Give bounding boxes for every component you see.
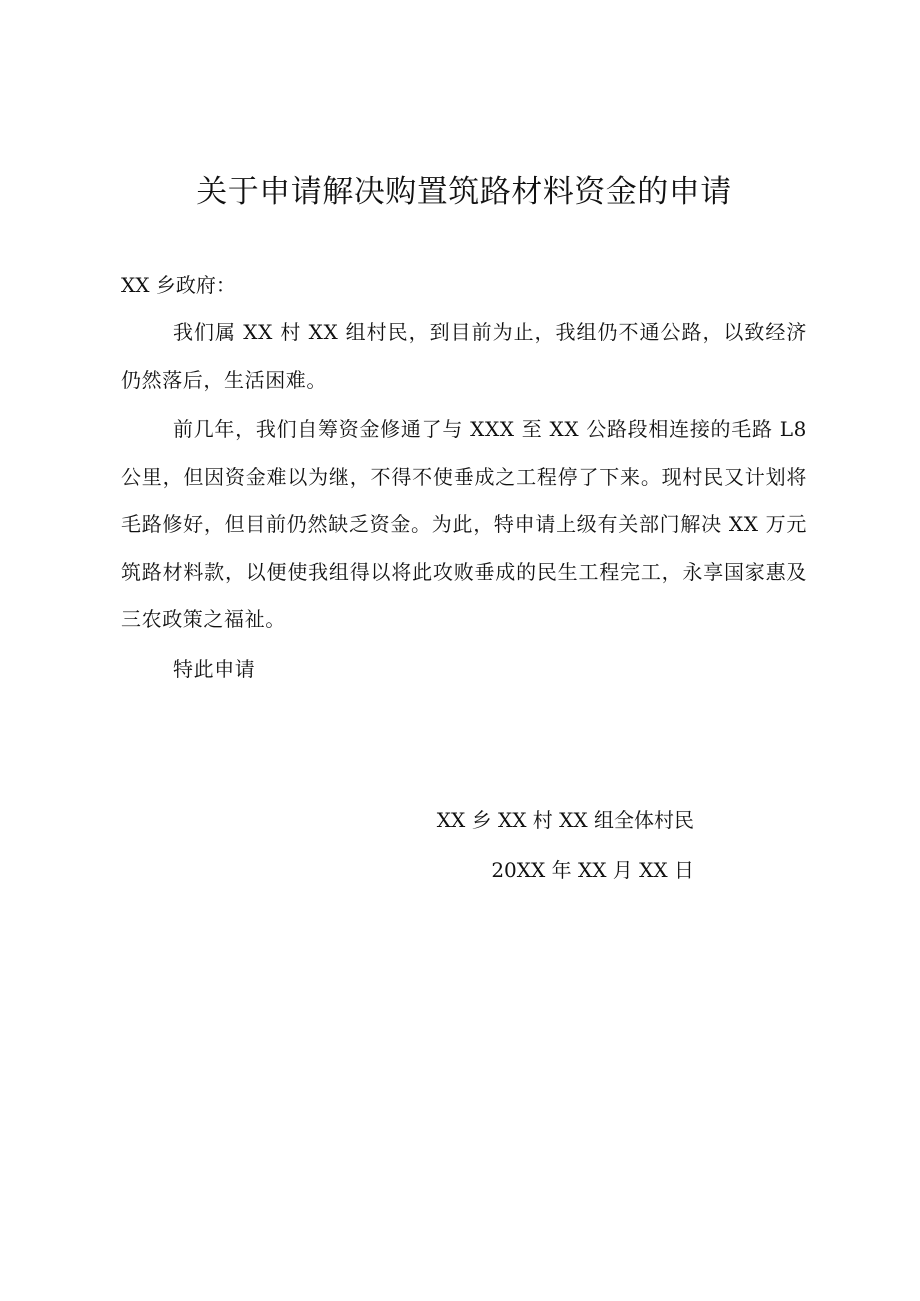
- signature-date: 20XX 年 XX 月 XX 日: [491, 858, 694, 882]
- closing-phrase: 特此申请: [173, 657, 256, 681]
- document-title: 关于申请解决购置筑路材料资金的申请: [196, 174, 732, 210]
- salutation: XX 乡政府：: [121, 273, 236, 297]
- signature-organization: XX 乡 XX 村 XX 组全体村民: [436, 808, 694, 832]
- body-paragraph-2: 前几年，我们自筹资金修通了与 XXX 至 XX 公路段相连接的毛路 L8 公里，但因资金难以为继，不得不使垂成之工程停了下来。现村民又计划将毛路修好，但目前仍然缺乏资金。为此，特申请上级有关部门解决 XX 万元筑路材料款，以便使我组得以将此攻败垂成的民生工程完工，永享国家惠及三农政策之福祉。: [121, 417, 807, 631]
- body-paragraph-1: 我们属 XX 村 XX 组村民，到目前为止，我组仍不通公路，以致经济仍然落后，生活困难。: [121, 320, 807, 392]
